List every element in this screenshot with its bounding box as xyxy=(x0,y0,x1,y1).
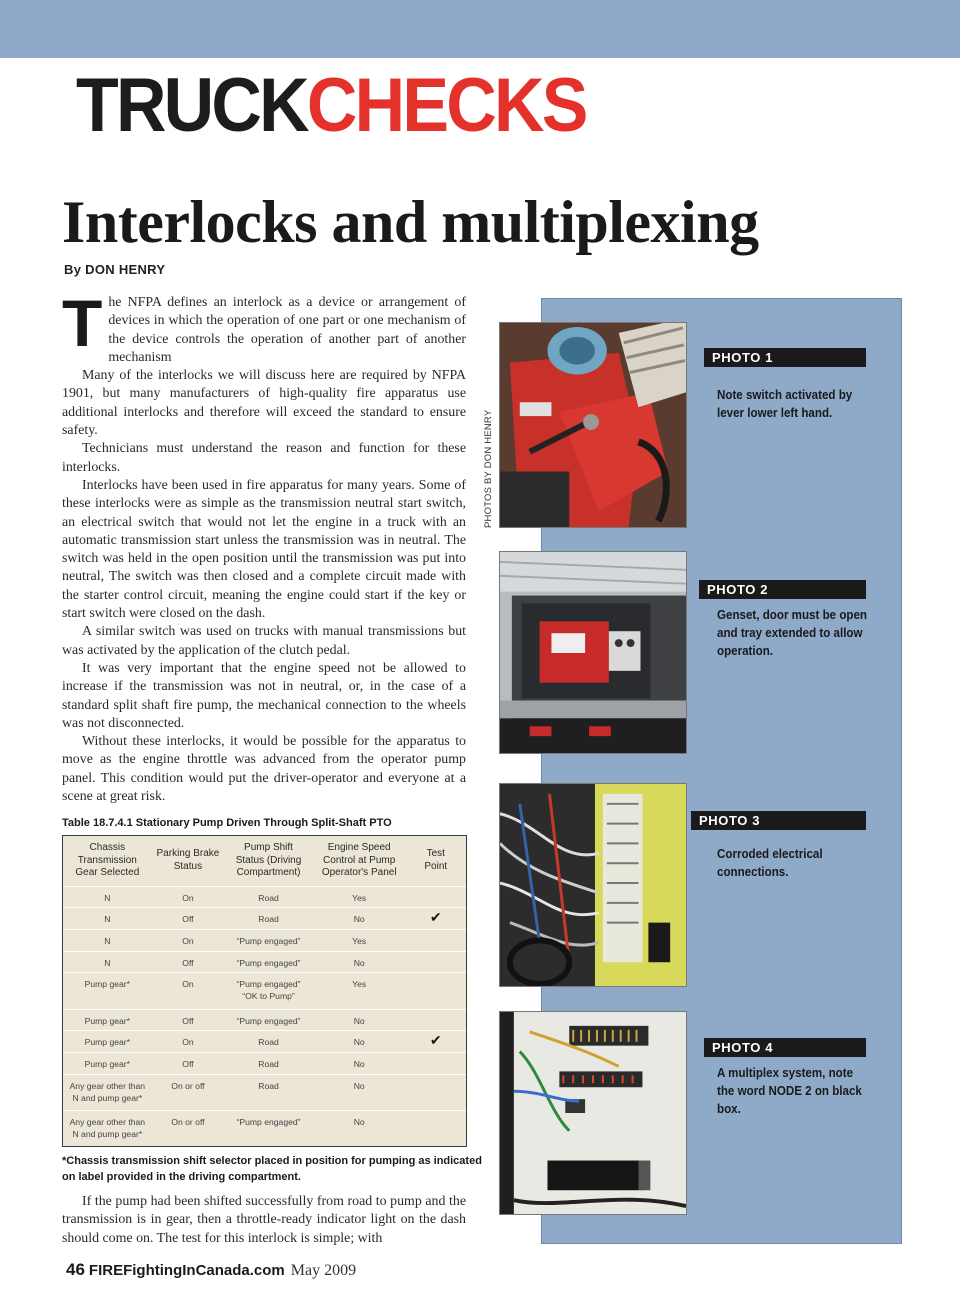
table-row: Pump gear* Off Road No xyxy=(63,1052,466,1074)
photo-3-caption: Corroded electrical connections. xyxy=(717,847,823,879)
paragraph-2: Many of the interlocks we will discuss here are required by NFPA 1901, but many manufacturers of high-quality fire apparatus use additional interlocks and therefore will exceed the standard to ensure safety. xyxy=(62,368,466,439)
photo-3-label: PHOTO 3 xyxy=(691,811,866,830)
test-point-check xyxy=(406,929,466,951)
masthead-truck: TRUCK xyxy=(76,63,307,148)
test-point-check xyxy=(406,1110,466,1146)
photo-2-label: PHOTO 2 xyxy=(699,580,866,599)
test-point-check xyxy=(406,951,466,973)
page-footer xyxy=(66,1260,356,1280)
paragraph-7: Without these interlocks, it would be possible for the apparatus to move as the engine throttle was advanced from the operator pump panel. This condition would put the driver-operator and everyone at a scene at great risk. xyxy=(62,734,466,805)
photo-1-label: PHOTO 1 xyxy=(704,348,866,367)
photo-4-multiplex-node xyxy=(499,1011,687,1215)
header-gear: Chassis Transmission Gear Selected xyxy=(75,842,140,878)
table-header-row xyxy=(63,836,466,886)
header-pump-shift: Pump Shift Status (Driving Compartment) xyxy=(235,842,302,878)
article-title: Interlocks and multiplexing xyxy=(62,189,759,255)
paragraph-3: Technicians must understand the reason and function for these interlocks. xyxy=(62,441,466,475)
table-row: N Off Road No ✔ xyxy=(63,908,466,930)
photo-1-pump-lever xyxy=(499,322,687,528)
test-point-check: ✔ xyxy=(406,908,466,930)
magazine-site: FIREFightingInCanada.com xyxy=(88,1262,285,1279)
masthead-checks: CHECKS xyxy=(306,63,586,148)
table-row: Pump gear* On “Pump engaged” “OK to Pump” Yes xyxy=(63,973,466,1009)
section-masthead xyxy=(76,63,586,148)
paragraph-4: Interlocks have been used in fire apparatus for many years. Some of these interlocks were as simple as the transmission neutral start switch, an electrical switch that would not let the engine in a truck with an automatic transmission start unless the transmission was in neutral. The switch was held in the open position until the transmission was put into neutral, The switch was then closed and a complete circuit made with the starter control circuit, meaning the engine could start if the key or start switch were closed on the dash. xyxy=(62,477,466,622)
paragraph-5: A similar switch was used on trucks with manual transmissions but was activated by the application of the clutch pedal. xyxy=(62,624,466,658)
test-point-check: ✔ xyxy=(406,1031,466,1053)
test-point-check xyxy=(406,1074,466,1110)
paragraph-1: The NFPA defines an interlock as a device or arrangement of devices in which the operation of one part or one mechanism of the device controls the operation of another part of another mechanism xyxy=(62,286,466,365)
article-body xyxy=(62,286,466,806)
table-row: N On “Pump engaged” Yes xyxy=(63,929,466,951)
photo-3-wiring xyxy=(499,783,687,987)
drop-cap: T xyxy=(62,286,103,360)
header-brake: Parking Brake Status xyxy=(156,848,220,872)
paragraph-6: It was very important that the engine speed not be allowed to increase if the transmission was not in neutral, or, in the case of a standard split shaft fire pump, the mechanical connection to the wheels was not disconnected. xyxy=(62,660,466,731)
issue-date: May 2009 xyxy=(290,1262,357,1279)
table-row: Any gear other than N and pump gear* On or off Road No xyxy=(63,1074,466,1110)
photo-credit: PHOTOS BY DON HENRY xyxy=(483,409,494,528)
photo-2-caption: Genset, door must be open and tray extended to allow operation. xyxy=(717,608,868,658)
article-body-continued xyxy=(62,1193,466,1248)
photo-1-caption: Note switch activated by lever lower left hand. xyxy=(717,388,853,420)
photo-4-caption: A multiplex system, note the word NODE 2 on black box. xyxy=(717,1066,862,1116)
page-number: 46 xyxy=(66,1260,85,1279)
photo-4-label: PHOTO 4 xyxy=(704,1038,866,1057)
table-row: Pump gear* Off “Pump engaged” No xyxy=(63,1009,466,1031)
table-row: Any gear other than N and pump gear* On or off “Pump engaged” No xyxy=(63,1110,466,1146)
table-footnote: *Chassis transmission shift selector placed in position for pumping as indicated on label provided in the driving compartment. xyxy=(62,1155,482,1183)
table-row: Pump gear* On Road No ✔ xyxy=(63,1031,466,1053)
table-title: Table 18.7.4.1 Stationary Pump Driven Through Split-Shaft PTO xyxy=(62,817,392,829)
table-row: N Off “Pump engaged” No xyxy=(63,951,466,973)
paragraph-8: If the pump had been shifted successfully from road to pump and the transmission is in gear, then a throttle-ready indicator light on the dash should come on. The test for this interlock is simple; with xyxy=(62,1194,466,1246)
test-point-check xyxy=(406,973,466,1009)
test-point-check xyxy=(406,1052,466,1074)
table-row: N On Road Yes xyxy=(63,886,466,908)
photo-2-genset xyxy=(499,551,687,754)
pump-interlock-table xyxy=(62,835,467,1147)
top-color-band xyxy=(0,0,960,58)
header-test-point: Test Point xyxy=(424,848,448,872)
test-point-check xyxy=(406,886,466,908)
test-point-check xyxy=(406,1009,466,1031)
header-engine-speed: Engine Speed Control at Pump Operator's Panel xyxy=(321,842,397,878)
byline: By DON HENRY xyxy=(64,262,166,277)
